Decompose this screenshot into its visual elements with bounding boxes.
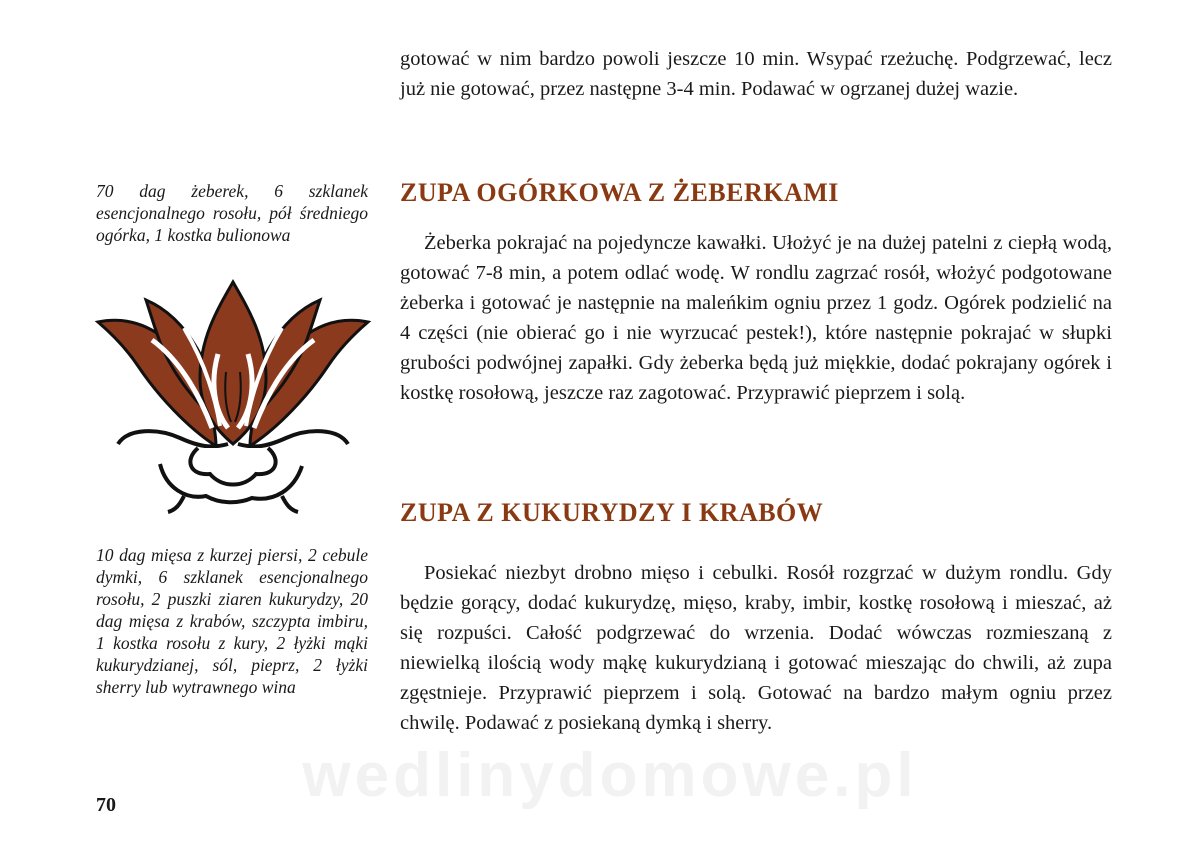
watermark: wedlinydomowe.pl [302,741,918,810]
continued-recipe-text: gotować w nim bardzo powoli jeszcze 10 min. Wsypać rzeżuchę. Podgrzewać, lecz już nie gotować, przez następne 3-4 min. Podawać w ogrzanej dużej wazie. [400,48,1112,100]
ingredients-corn-crab-soup: 10 dag mięsa z kurzej piersi, 2 cebule dymki, 6 szklanek esencjonalnego rosołu, 2 puszki ziaren kukurydzy, 20 dag mięsa z krabów, szczypta imbiru, 1 kostka rosołu z kury, 2 łyżki mąki kukurydzianej, sól, pieprz, 2 łyżki sherry lub wytrawnego wina [96,545,368,697]
lotus-flower-ornament-icon [88,278,378,518]
recipe-title-cucumber-soup: ZUPA OGÓRKOWA Z ŻEBERKAMI [400,178,839,207]
recipe-instructions-cucumber-soup: Żeberka pokrajać na pojedyncze kawałki. Ułożyć je na dużej patelni z ciepłą wodą, gotować 7-8 min, a potem odlać wodę. W rondlu zagrzać rosół, włożyć podgotowane żeberka i gotować je następnie na maleńkim ogniu przez 1 godz. Ogórek podzielić na 4 części (nie obierać go i nie wyrzucać pestek!), które następnie pokrajać w słupki grubości podwójnej zapałki. Gdy żeberka będą już miękkie, dodać pokrajany ogórek i kostkę rosołową, jeszcze raz zagotować. Przyprawić pieprzem i solą. [400,232,1112,404]
ingredients-cucumber-soup: 70 dag żeberek, 6 szklanek esencjonalnego rosołu, pół średniego ogórka, 1 kostka bulionowa [96,181,368,245]
recipe-title-corn-crab-soup: ZUPA Z KUKURYDZY I KRABÓW [400,498,824,527]
page-number: 70 [96,794,116,816]
recipe-instructions-corn-crab-soup: Posiekać niezbyt drobno mięso i cebulki. Rosół rozgrzać w dużym rondlu. Gdy będzie gorący, dodać kukurydzę, mięso, kraby, imbir, kostkę rosołową i mieszać, aż się rozpuści. Całość podgrzewać do wrzenia. Dodać wówczas rozmieszaną z niewielką ilością wody mąkę kukurydzianą i gotować mieszając do chwili, aż zupa zgęstnieje. Przyprawić pieprzem i solą. Gotować na bardzo małym ogniu przez chwilę. Podawać z posiekaną dymką i sherry. [400,562,1112,734]
